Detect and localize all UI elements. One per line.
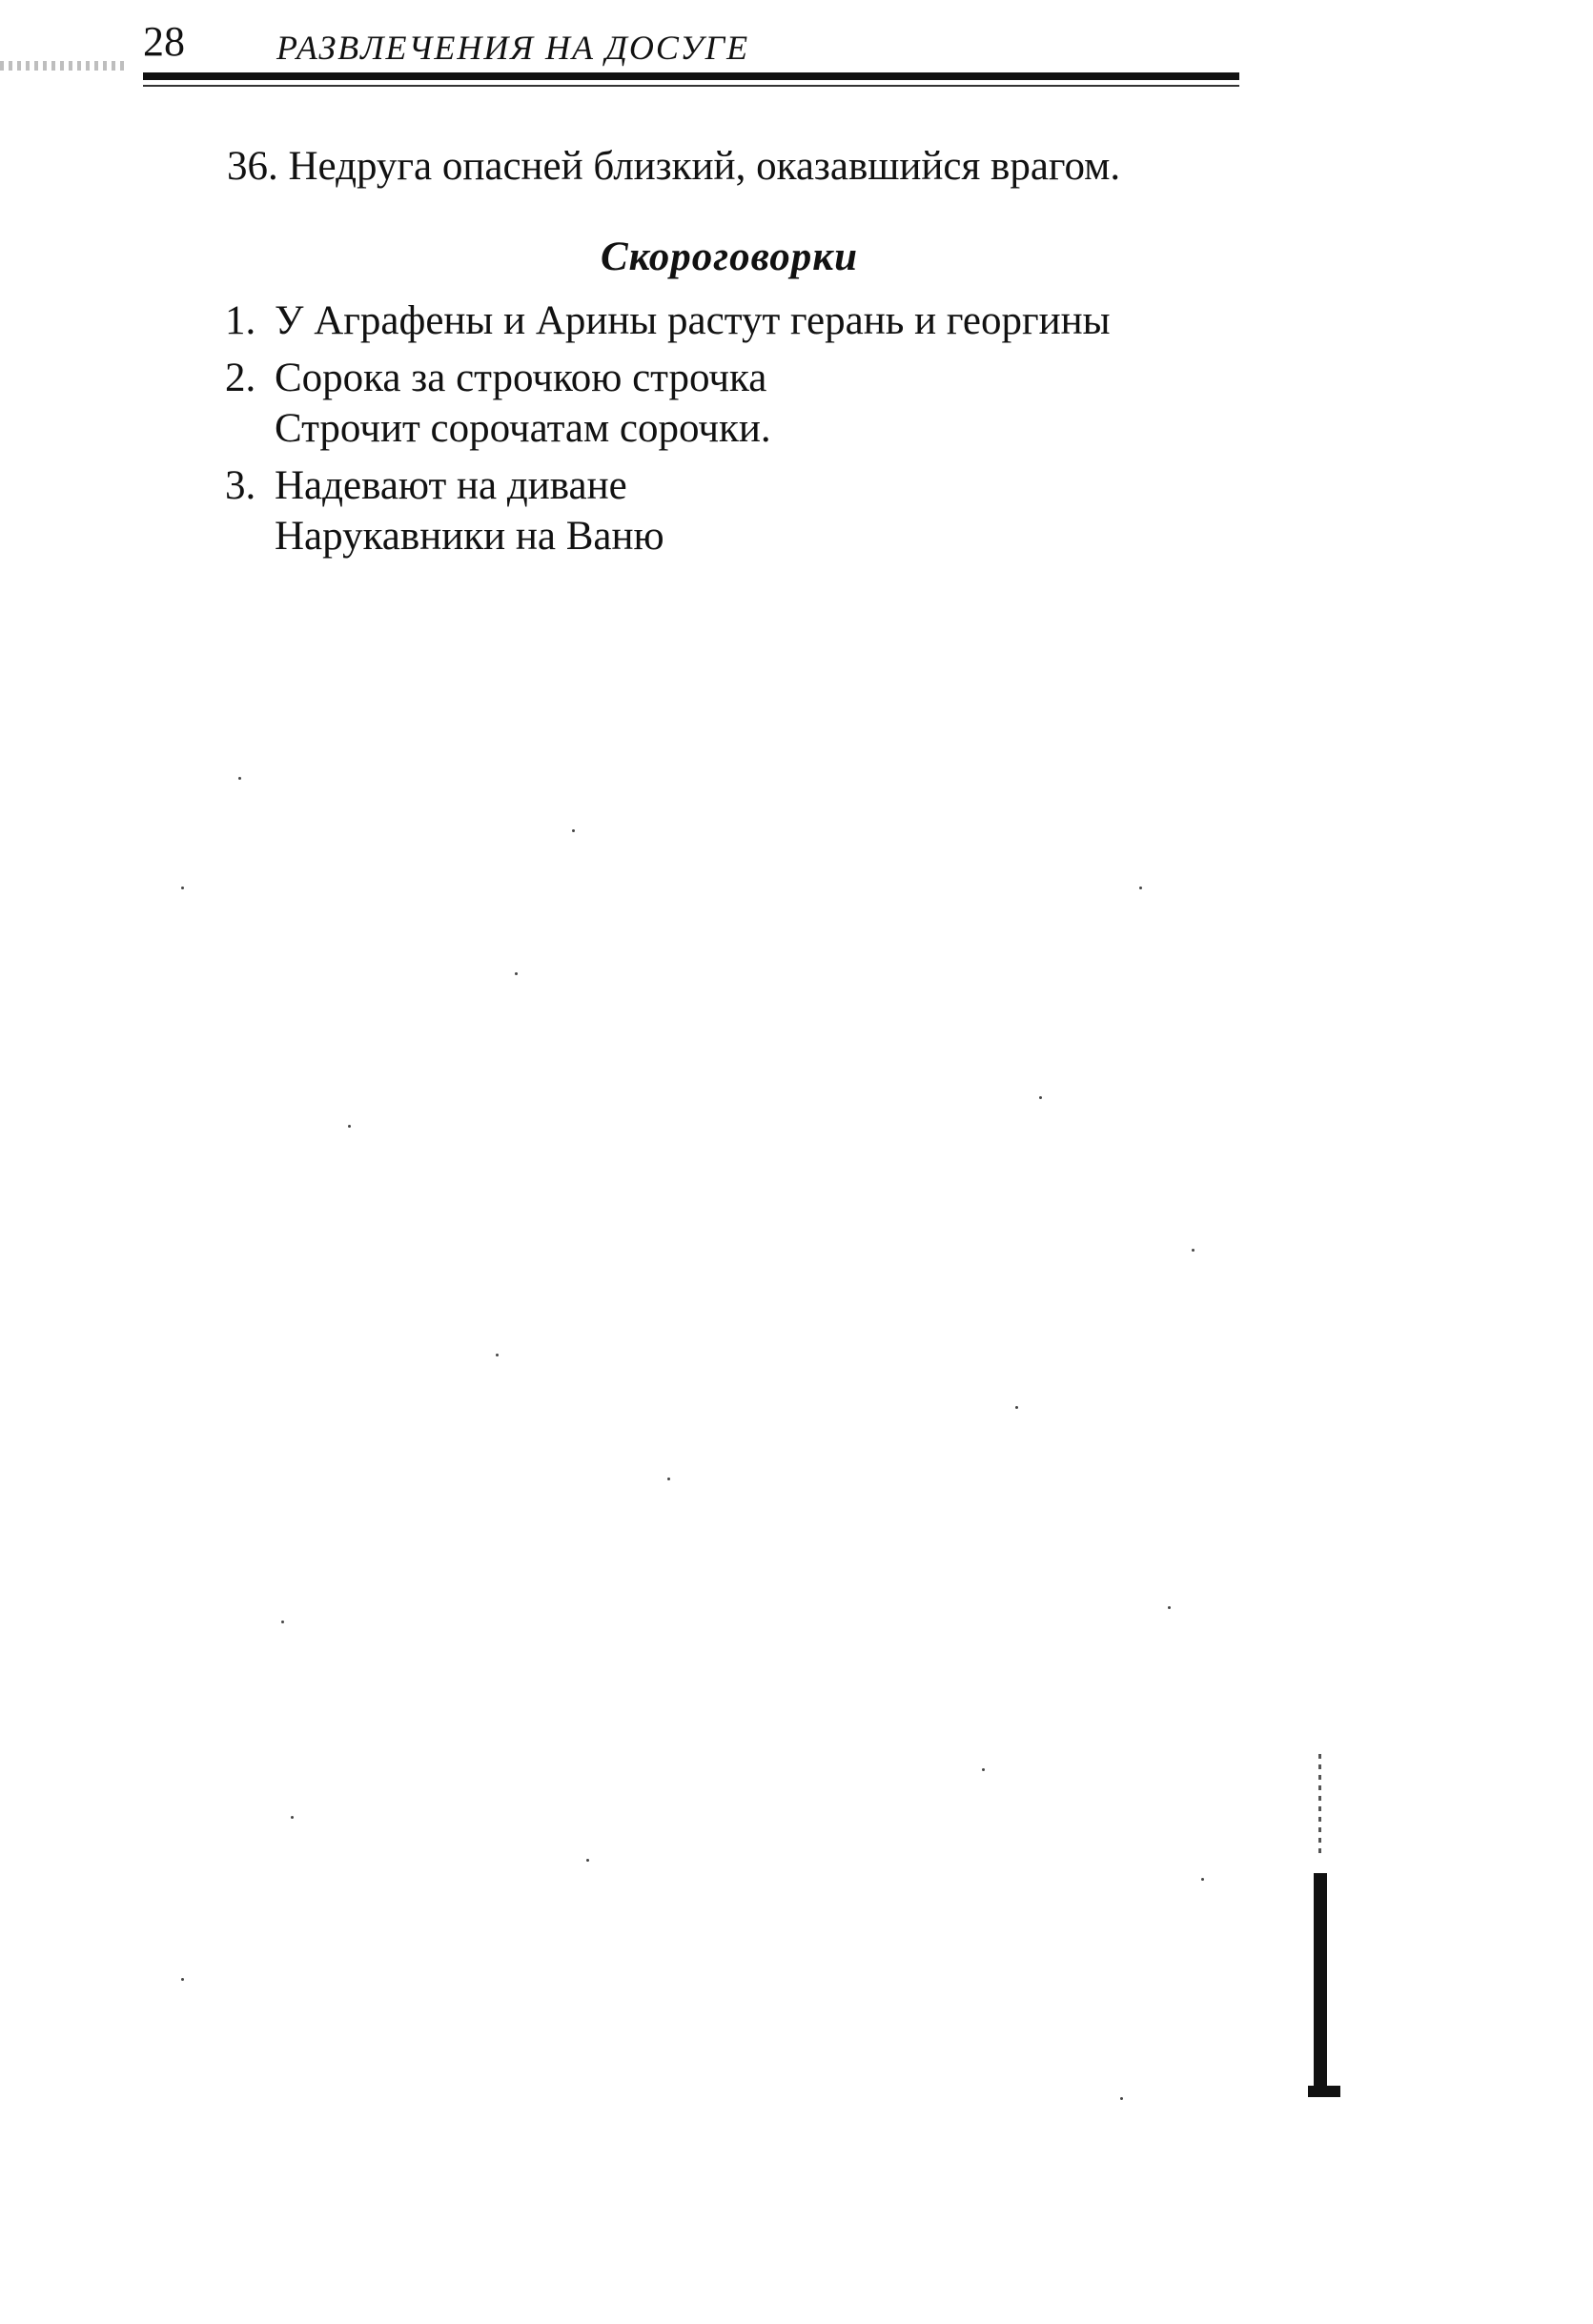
item-text — [275, 296, 1239, 346]
scan-speck — [181, 1978, 184, 1981]
scan-speck — [291, 1816, 294, 1819]
scan-edge-foot — [1308, 2086, 1340, 2097]
header-rule-thin — [143, 85, 1239, 87]
section-heading: Скороговорки — [600, 234, 859, 279]
scan-speck — [1168, 1606, 1171, 1609]
item-line: Надевают на диване — [275, 463, 627, 508]
item-number: 1. — [225, 298, 256, 343]
item-line: У Аграфены и Арины растут герань и георгины — [275, 298, 1111, 343]
list-item — [225, 296, 1239, 346]
scan-edge-dash — [1318, 1754, 1321, 1859]
scan-speck — [1120, 2097, 1123, 2100]
scan-edge-bar — [1314, 1873, 1327, 2095]
scan-speck — [667, 1478, 670, 1480]
scan-speck — [496, 1354, 499, 1356]
page-body — [181, 141, 1239, 568]
item-number: 2. — [225, 356, 256, 400]
proverb-36: 36. Недруга опасней близкий, оказавшийся врагом. — [227, 144, 1121, 189]
page-number: 28 — [143, 18, 185, 65]
item-line: Нарукавники на Ваню — [275, 514, 664, 559]
scan-speck — [1201, 1878, 1204, 1881]
item-line: Сорока за строчкою строчка — [275, 356, 767, 400]
scan-speck — [586, 1859, 589, 1862]
scan-speck — [982, 1768, 985, 1771]
tongue-twister-list — [181, 296, 1239, 561]
scan-speck — [572, 829, 575, 832]
header-rule-thick — [143, 72, 1239, 80]
scan-speck — [515, 972, 518, 975]
running-head — [143, 17, 1239, 76]
scan-speck — [238, 777, 241, 780]
item-line: Строчит сорочатам сорочки. — [275, 406, 771, 451]
scan-speck — [181, 887, 184, 889]
item-text — [275, 460, 1239, 561]
scan-speck — [348, 1125, 351, 1128]
scan-artifact — [0, 61, 129, 71]
scan-speck — [1139, 887, 1142, 889]
list-item — [225, 460, 1239, 561]
scan-speck — [281, 1621, 284, 1623]
scan-speck — [1039, 1096, 1042, 1099]
list-item — [225, 353, 1239, 454]
scan-speck — [1015, 1406, 1018, 1409]
scan-speck — [1192, 1249, 1195, 1252]
item-number: 3. — [225, 463, 256, 508]
item-text — [275, 353, 1239, 454]
running-title: РАЗВЛЕЧЕНИЯ НА ДОСУГЕ — [276, 29, 750, 67]
